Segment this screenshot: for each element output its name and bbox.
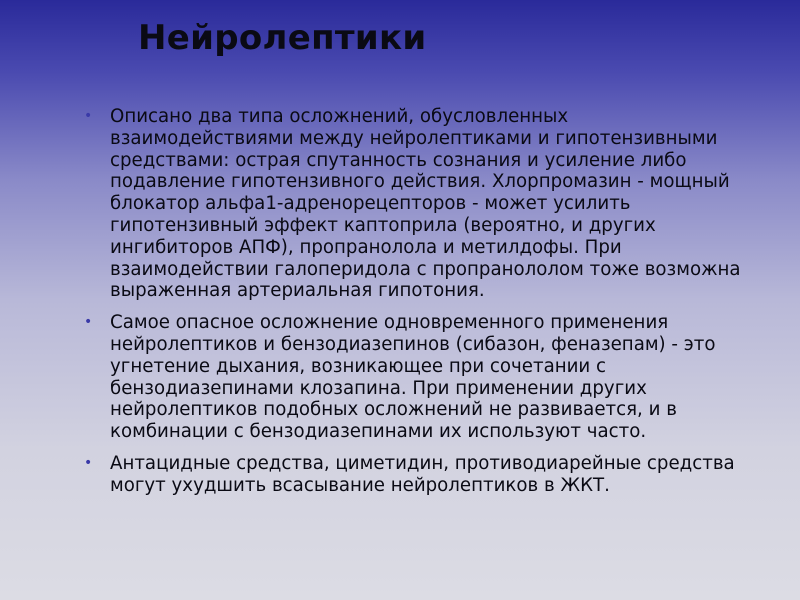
- bullet-item: [82, 453, 742, 497]
- bullet-icon: •: [84, 314, 93, 331]
- bullet-list: [82, 106, 742, 507]
- bullet-item: [82, 106, 742, 302]
- bullet-icon: •: [84, 454, 93, 471]
- slide-title: Нейролептики: [138, 18, 427, 58]
- bullet-text: Антацидные средства, циметидин, противодиарейные средства могут ухудшить всасывание нейролептиков в ЖКТ.: [110, 452, 735, 496]
- bullet-icon: •: [84, 108, 93, 124]
- bullet-text: Самое опасное осложнение одновременного применения нейролептиков и бензодиазепинов (сибазон, феназепам) - это угнетение дыхания, возникающее при сочетании с бензодиазепинами клозапина. При применении других нейролептиков подобных осложнений не развивается, и в комбинации с бензодиазепинами их используют часто.: [110, 312, 716, 443]
- bullet-item: [82, 312, 742, 443]
- bullet-text: Описано два типа осложнений, обусловленных взаимодействиями между нейролептиками и гипотензивными средствами: острая спутанность сознания и усиление либо подавление гипотензивного действия. Хлорпромазин - мощный блокатор альфа1-адренорецепторов - может усилить гипотензивный эффект каптоприла (вероятно, и других ингибиторов АПФ), пропранолола и метилдофы. При взаимодействии галоперидола с пропранололом тоже возможна выраженная артериальная гипотония.: [110, 106, 741, 302]
